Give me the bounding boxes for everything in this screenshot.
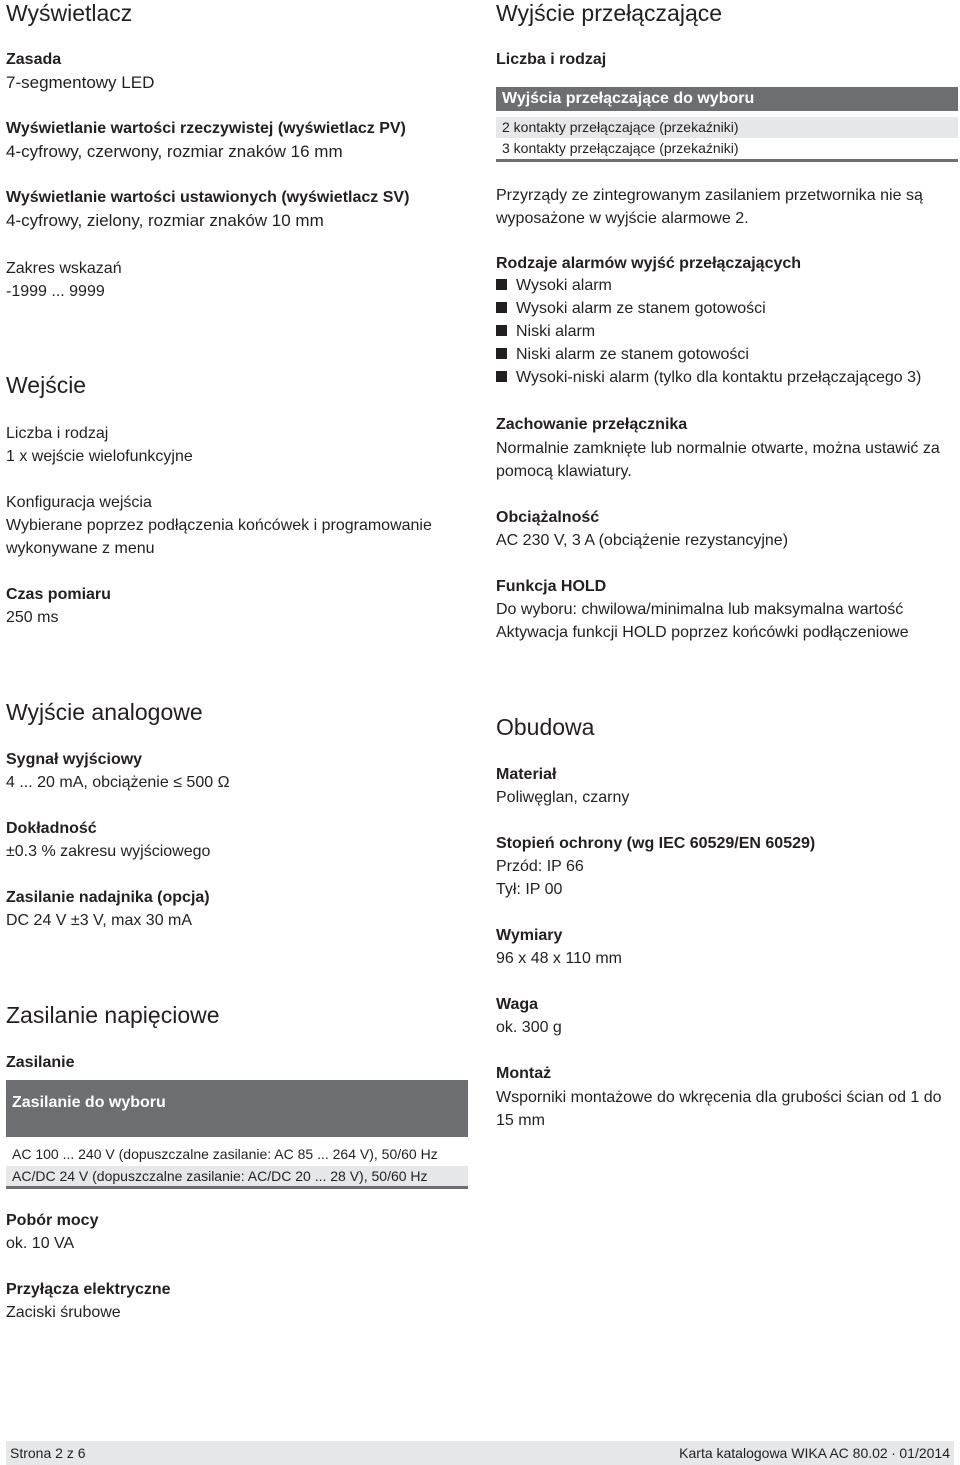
- pv-label: Wyświetlanie wartości rzeczywistej (wyświetlacz PV): [6, 120, 406, 137]
- bullet-square-icon: [496, 371, 507, 382]
- range-label: Zakres wskazań: [6, 260, 122, 277]
- electrical-connection-label: Przyłącza elektryczne: [6, 1281, 171, 1298]
- switch-table-header: Wyjścia przełączające do wyboru: [496, 87, 958, 111]
- transmitter-supply-value: DC 24 V ±3 V, max 30 mA: [6, 912, 193, 929]
- switch-table-row: 2 kontakty przełączające (przekaźniki): [496, 117, 958, 138]
- protection-front-value: Przód: IP 66: [496, 858, 584, 875]
- bullet-square-icon: [496, 279, 507, 290]
- bullet-square-icon: [496, 325, 507, 336]
- alarm-item: Niski alarm: [496, 323, 595, 341]
- power-consumption-label: Pobór mocy: [6, 1212, 99, 1229]
- load-capacity-value: AC 230 V, 3 A (obciążenie rezystancyjne): [496, 532, 789, 549]
- measure-time-value: 250 ms: [6, 609, 59, 626]
- output-signal-value: 4 ... 20 mA, obciążenie ≤ 500 Ω: [6, 774, 230, 791]
- left-column: [6, 0, 476, 1440]
- alarm-types-label: Rodzaje alarmów wyjść przełączających: [496, 255, 802, 272]
- switch-output-heading: Wyjście przełączające: [496, 0, 723, 26]
- range-value: -1999 ... 9999: [6, 283, 105, 300]
- transmitter-supply-label: Zasilanie nadajnika (opcja): [6, 889, 210, 906]
- accuracy-value: ±0.3 % zakresu wyjściowego: [6, 843, 211, 860]
- supply-table-header: Zasilanie do wyboru: [6, 1080, 468, 1137]
- sv-label: Wyświetlanie wartości ustawionych (wyświetlacz SV): [6, 189, 410, 206]
- principle-value: 7-segmentowy LED: [6, 73, 155, 92]
- output-signal-label: Sygnał wyjściowy: [6, 751, 143, 768]
- analog-output-heading: Wyjście analogowe: [6, 699, 203, 725]
- load-capacity-label: Obciążalność: [496, 509, 600, 526]
- supply-label: Zasilanie: [6, 1054, 75, 1071]
- protection-back-value: Tył: IP 00: [496, 881, 563, 898]
- bullet-square-icon: [496, 348, 507, 359]
- alarm-item: Niski alarm ze stanem gotowości: [496, 346, 749, 364]
- supply-table-divider: [6, 1186, 468, 1189]
- electrical-connection-value: Zaciski śrubowe: [6, 1304, 121, 1321]
- alarm-item: Wysoki alarm ze stanem gotowości: [496, 300, 766, 318]
- power-supply-heading: Zasilanie napięciowe: [6, 1002, 220, 1028]
- sv-value: 4-cyfrowy, zielony, rozmiar znaków 10 mm: [6, 211, 324, 230]
- weight-label: Waga: [496, 996, 539, 1013]
- power-consumption-value: ok. 10 VA: [6, 1235, 75, 1252]
- hold-function-activation: Aktywacja funkcji HOLD poprzez końcówki podłączeniowe: [496, 624, 909, 641]
- page-number: Strona 2 z 6: [10, 1445, 86, 1461]
- housing-heading: Obudowa: [496, 714, 595, 740]
- right-column: [496, 0, 954, 1440]
- alarm-note: Przyrządy ze zintegrowanym zasilaniem przetwornika nie są wyposażone w wyjście alarmowe 2.: [496, 187, 923, 227]
- alarm-item: Wysoki alarm: [496, 277, 612, 295]
- alarm-item: Wysoki-niski alarm (tylko dla kontaktu przełączającego 3): [496, 369, 921, 387]
- dimensions-label: Wymiary: [496, 927, 563, 944]
- mounting-label: Montaż: [496, 1065, 552, 1082]
- input-count-value: 1 x wejście wielofunkcyjne: [6, 448, 193, 465]
- switch-table-divider: [496, 159, 958, 162]
- material-value: Poliwęglan, czarny: [496, 789, 630, 806]
- switch-table-row: 3 kontakty przełączające (przekaźniki): [502, 140, 739, 156]
- pv-value: 4-cyfrowy, czerwony, rozmiar znaków 16 mm: [6, 142, 343, 161]
- principle-label: Zasada: [6, 51, 62, 68]
- material-label: Materiał: [496, 766, 557, 783]
- input-config-label: Konfiguracja wejścia: [6, 494, 152, 511]
- switch-behavior-value: Normalnie zamknięte lub normalnie otwarte, można ustawić za pomocą klawiatury.: [496, 440, 940, 480]
- hold-function-value: Do wyboru: chwilowa/minimalna lub maksymalna wartość: [496, 601, 904, 618]
- input-count-label: Liczba i rodzaj: [6, 425, 109, 442]
- switch-count-label: Liczba i rodzaj: [496, 51, 607, 68]
- bullet-square-icon: [496, 302, 507, 313]
- protection-label: Stopień ochrony (wg IEC 60529/EN 60529): [496, 835, 816, 852]
- accuracy-label: Dokładność: [6, 820, 97, 837]
- display-heading: Wyświetlacz: [6, 0, 133, 26]
- page-footer: [6, 1441, 954, 1465]
- input-config-value: Wybierane poprzez podłączenia końcówek i programowanie wykonywane z menu: [6, 517, 432, 557]
- supply-table-row: AC/DC 24 V (dopuszczalne zasilanie: AC/DC 20 ... 28 V), 50/60 Hz: [6, 1166, 468, 1186]
- document-reference: Karta katalogowa WIKA AC 80.02 ∙ 01/2014: [679, 1445, 950, 1461]
- switch-behavior-label: Zachowanie przełącznika: [496, 416, 688, 433]
- supply-table-row: AC 100 ... 240 V (dopuszczalne zasilanie: AC 85 ... 264 V), 50/60 Hz: [12, 1146, 438, 1162]
- measure-time-label: Czas pomiaru: [6, 586, 111, 603]
- dimensions-value: 96 x 48 x 110 mm: [496, 950, 622, 967]
- input-heading: Wejście: [6, 372, 87, 398]
- mounting-value: Wsporniki montażowe do wkręcenia dla grubości ścian od 1 do 15 mm: [496, 1089, 942, 1129]
- hold-function-label: Funkcja HOLD: [496, 578, 607, 595]
- weight-value: ok. 300 g: [496, 1019, 562, 1036]
